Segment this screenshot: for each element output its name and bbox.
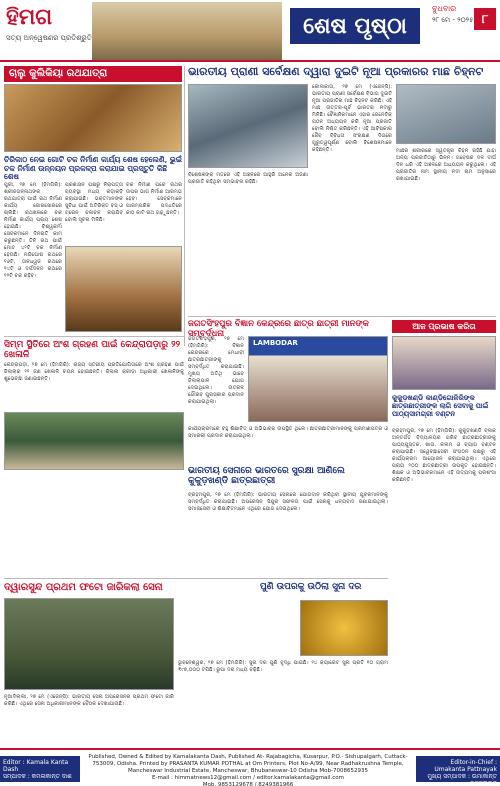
kendrapada-headline: ସିମ୍ମ ସ୍ଥିତିରେ ଅଂଶ ଗ୍ରହଣ ପାଇଁ କେନ୍ଦ୍ରାପଡ଼ାରୁ ୨୨ ଖେଳାଳି [4,340,181,361]
kutch-headline: କୁକୁଡ଼ଖଣ୍ଡି କାଣ୍ଡିଗୋଳିରିଙ୍କ ଛାତ୍ରଛାତ୍ରୀଙ୍କ ଲାଗି ସେବାକୁ ପାଇଁ ପାଠ୍ୟସାମଗ୍ରୀ ବଣ୍ଟନ [392,393,489,419]
imprint-line: Published, Owned & Edited by Kamalakanta Dash, Published At- Rajabagicha, Kusarpur, P.O.- Sishupalgarh, Cuttack-753009, Odisha. Printed by PRASANTA KUMAR POTHAL at Om Printers, Plot No-A/99, Near Radhakrushna Temple, Mancheswar Industrial Estate, Mancheswar, Bhubaneswar-10 Odisha Mob-7008652935 [88,754,408,774]
rathyatra-subheadline: ଚିରିକାଠ ନେଇ ଗୋଟି ଚକ ନିର୍ମାଣ କାର୍ଯ୍ୟ ଶେଷ ହେଲେଣି, ଭୁଇଁ ଚକ ନିର୍ମାଣ ଉନ୍ନୟନ ପ୍ରକଳ୍ପ କରାଯାଇ ପ୍ରସ୍ତୁତି କିଛି ଶେଷ [4,155,182,182]
footer-editor [0,756,80,782]
rathyatra-photo [4,84,182,152]
section-rule [4,578,388,579]
rathyatra-body-1: ପୁରୀ, ୨୭ ମେ (ହିମଗିରି): ଶ୍ରୀଜଗନ୍ନାଥଙ୍କ ରଥଯାତ୍ରା ପାଇଁ ରଥ ନିର୍ମାଣ କାର୍ଯ୍ୟ ଜୋରସୋରରେ ଚାଲିଛି। ରଥଖଳାରେ ଚକ ନିର୍ମାଣ କାର୍ଯ୍ୟ ପ୍ରାୟ ଶେଷ ହୋଇଛି। ବିଶ୍ୱକର୍ମା ସେବକମାନେ ଦିନରାତି କାମ କରୁଛନ୍ତି। ତିନି ରଥ ପାଇଁ ମୋଟ ୪୨ଟି ଚକ ନିର୍ମାଣ ହେଉଛି। ନନ୍ଦିଘୋଷ ରଥରେ ୧୬ଟି, ତାଳଧ୍ୱଜ ରଥରେ ୧୪ଟି ଓ ଦର୍ପଦଳନ ରଥରେ ୧୨ଟି ଚକ ରହିବ। [4,182,62,279]
newspaper-tagline: ସତ୍ୟ ଅନ୍ୱେଷଣର ପ୍ରତିଶ୍ରୁତି [6,34,92,42]
rathyatra-body-3: ଚକ ନିର୍ମାଣ ପରେ ରଥର ଉପର ଭାଗ ନିର୍ମାଣ ଆରମ୍ଭ ହେବ। ସେବକମାନେ ପାରମ୍ପରିକ ପଦ୍ଧତିରେ କାଠ କାଟି ରଥ ଗଢ଼ୁଛନ୍ତି। [126,182,182,216]
gold-photo [300,600,388,656]
poem-photo [392,336,496,390]
chariot-wheel-photo [65,246,182,332]
rathyatra-headline: ଚାଲୁ କୁଲିକିୟା ରଥଯାତ୍ରା [4,66,182,82]
section-rule [4,336,184,337]
imprint-email: E-mail : himmatnews12@gmail.com / editor.kamalakanta@gmail.com [152,775,344,781]
science-headline: ଜଗତସିଂହପୁର ବିଜ୍ଞାନ କେନ୍ଦ୍ରରେ ଛାତ୍ର ଛାତ୍ରୀ ମାନଙ୍କ ସମ୍ବର୍ଦ୍ଧନା [188,319,369,339]
editor-in-chief-label-odia: ମୁଖ୍ୟ ସମ୍ପାଦକ : ଉମାକାନ୍ତ ପଟ୍ଟନାୟକ [427,773,497,786]
issue-day: ବୁଧବାର [432,4,457,13]
editor-in-chief-label: Editor-in-Chief : Umakanta Pattnayak [434,759,497,773]
fish-body-continued: ବିଶେଷଜ୍ଞଙ୍କ ମତରେ ଏହି ଅଞ୍ଚଳରେ ଆହୁରି ଅନେକ ଅଜଣା ପ୍ରଜାତି ରହିଥିବା ସମ୍ଭାବନା ରହିଛି। [188,172,308,185]
editor-label-odia: ସମ୍ପାଦକ : କମଳାକାନ୍ତ ଦାଶ [3,773,72,780]
section-rule [188,316,496,317]
masthead [0,0,500,62]
poem-title: ଆଜ ପ୍ରଭାଷ କରିତା [392,320,496,333]
photo-story-headline: ଦ୍ୱାରସୁନ୍ଦ ପ୍ରଥମ ଫଟୋ ଜାରିକଲା ସେନା [4,582,163,593]
kutch-body: ବ୍ରହ୍ମପୁର, ୨୭ ମେ (ହିମଗିରି): କୁକୁଡ଼ଖଣ୍ଡି ବ୍ଲକ ଅନ୍ତର୍ଗତ ବିଦ୍ୟାଳୟର ଗରିବ ଛାତ୍ରଛାତ୍ରୀଙ୍କୁ ପାଠ୍ୟପୁସ୍ତକ, ଖାତା, କଲମ ଓ ବ୍ୟାଗ ବଣ୍ଟନ କରାଯାଇଛି। ସ୍ୱେଚ୍ଛାସେବୀ ସଂଗଠନ ପକ୍ଷରୁ ଏହି କାର୍ଯ୍ୟକ୍ରମ ଆୟୋଜନ କରାଯାଇଥିଲା। ଏଥିରେ ପ୍ରାୟ ୨୦୦ ଛାତ୍ରଛାତ୍ରୀ ଉପକୃତ ହୋଇଛନ୍ତି। ଶିକ୍ଷକ ଓ ଅଭିଭାବକମାନେ ଏହି ଉଦ୍ୟମକୁ ପ୍ରଶଂସା କରିଛନ୍ତି। [392,428,496,483]
photo-story-body: ନୂଆଦିଲ୍ଲୀ, ୨୭ ମେ (ଏଜେନ୍ସି): ଭାରତୀୟ ସେନା ଅପରେସନର ପ୍ରଥମ ଫଟୋ ଜାରି କରିଛି। ଏଥିରେ ସେନା ଅଧିକାରୀମାନଙ୍କ ବୈଠକ ଦେଖାଯାଉଛି। [4,694,174,707]
editor-label: Editor : Kamala Kanta Dash [3,759,69,773]
imprint-phone: Mob. 9853129678 / 8249381966 [202,782,294,786]
gold-body: ଭୁବନେଶ୍ୱର, ୨୭ ମେ (ହିମଗିରି): ସୁନା ଦର ପୁଣି ବୃଦ୍ଧି ପାଇଛି। ୨୪ କ୍ୟାରେଟ ସୁନା ପ୍ରତି ୧୦ ଗ୍ରାମ ₹୯୭,୦୦୦ ଟପିଛି। ରୁପା ଦର ମଧ୍ୟ ବଢ଼ିଛି। [178,660,388,673]
army-headline: ଭାରତୀୟ ସେନାରେ ଭାରତରେ ସୁରକ୍ଷା ଆଣିଲେ କୁକୁଡ଼ଖଣ୍ଡି ଛାତ୍ରଛାତ୍ରୀ [188,466,345,487]
event-banner-text: LAMBODAR [253,339,298,347]
fish-headline: ଭାରତୀୟ ପ୍ରାଣୀ ସର୍ବେକ୍ଷଣ ଦ୍ୱାରା ଦୁଇଟି ନୂଆ ପ୍ରକାରର ମାଛ ଚିହ୍ନଟ [188,65,484,78]
newspaper-logo: ହିମଗ [6,4,53,30]
section-title: ଶେଷ ପୃଷ୍ଠା [290,8,420,44]
fish-continued-body: ମାଛର ଶରୀରରେ ସ୍ୱତନ୍ତ୍ର ଚିହ୍ନ ରହିଛି ଯାହା ଅନ୍ୟ ପ୍ରଜାତିଠାରୁ ଭିନ୍ନ। ଗବେଷକ ଦଳ ଦୀର୍ଘ ଦିନ ଧରି ଏହି ଅଞ୍ଚଳରେ ଅଧ୍ୟୟନ କରୁଥିଲେ। ଏହି ପ୍ରଜାତିର ନାମ ସ୍ଥାନୀୟ ନଦୀ ନାମ ଅନୁସାରେ ରଖାଯାଇଛି। [396,148,496,182]
army-meeting-photo [4,598,174,690]
footer-editor-in-chief [416,756,500,786]
fish-body: କୋଲକାତା, ୨୭ ମେ (ଏଜେନ୍ସି): ଭାରତୀୟ ପ୍ରାଣୀ ସର୍ବେକ୍ଷଣ ବିଭାଗ ଦୁଇଟି ନୂଆ ପ୍ରଜାତିର ମାଛ ଚିହ୍ନଟ କରିଛି। ଏହି ମାଛ ଉତ୍ତର-ପୂର୍ବ ଭାରତର ନଦୀରୁ ମିଳିଛି। ବୈଜ୍ଞାନିକମାନେ ଏହାର ଜେନେଟିକ୍ ଗଠନ ଅଧ୍ୟୟନ କରି ନୂଆ ପ୍ରଜାତି ବୋଲି ନିଶ୍ଚିତ କରିଛନ୍ତି। ଏହି ଆବିଷ୍କାର ଜୈବ ବିବିଧତା ସଂରକ୍ଷଣ ଦିଗରେ ଗୁରୁତ୍ୱପୂର୍ଣ୍ଣ ବୋଲି ବିଶେଷଜ୍ଞମାନେ କହିଛନ୍ତି। [312,84,392,153]
science-body-2: କାର୍ଯ୍ୟକ୍ରମରେ ବହୁ ଶିକ୍ଷାବିତ୍ ଓ ଅଭିଭାବକ ଉପସ୍ଥିତ ଥିଲେ। ଛାତ୍ରଛାତ୍ରୀମାନଙ୍କୁ ପ୍ରମାଣପତ୍ର ଓ ସ୍ମାରକୀ ପ୍ରଦାନ କରାଯାଇଥିଲା। [188,426,388,439]
rathyatra-body-2: ପ୍ରଶାସନ ପକ୍ଷରୁ ନିରାପତ୍ତା ବ୍ୟବସ୍ଥା ମଧ୍ୟ କଡ଼ାକଡ଼ି କରାଯାଇଛି। ଭକ୍ତମାନଙ୍କ ସୁବିଧା ପାଇଁ ଅତିରିକ୍ତ ବସ୍ ଓ ଟ୍ରେନ୍ ଚଳାଚଳ କରାଯିବ ବୋଲି ସୂଚନା ମିଳିଛି। [65,182,123,223]
kendrapada-body: କେନ୍ଦ୍ରାପଡ଼ା, ୨୭ ମେ (ହିମଗିରି): ରାଜ୍ୟ ସ୍ତରୀୟ ପ୍ରତିଯୋଗିତାରେ ଅଂଶ ଗ୍ରହଣ ପାଇଁ ଜିଲ୍ଲାର ୨୨ ଜଣ ଖେଳାଳି ଚୟନ ହୋଇଛନ୍ତି। ଜିଲ୍ଲା କ୍ରୀଡ଼ା ଅଧିକାରୀ ଖେଳାଳିଙ୍କୁ ଶୁଭେଚ୍ଛା ଜଣାଇଛନ୍ତି। [4,362,184,382]
masthead-photo [92,2,282,60]
column-rule [184,66,185,346]
fish-photo [188,84,308,168]
issue-date: ୨୮ ମେ - ୨୦୨୫ [432,16,474,24]
army-body: ବ୍ରହ୍ମପୁର, ୨୭ ମେ (ହିମଗିରି): ଭାରତୀୟ ସେନାରେ ଯୋଗଦାନ କରିଥିବା ସ୍ଥାନୀୟ ଯୁବକମାନଙ୍କୁ ସମ୍ବର୍ଦ୍ଧିତ କରାଯାଇଛି। ଅପରେସନ୍ ସିନ୍ଦୁର ସଫଳତା ପାଇଁ ସେନାକୁ ଧନ୍ୟବାଦ ଜଣାଯାଇଥିଲା। ସମାଜସେବୀ ଓ ଶିକ୍ଷାବିତ୍ମାନେ ଏଥିରେ ଯୋଗ ଦେଇଥିଲେ। [188,492,388,512]
players-photo [4,412,184,470]
page-number: ୮ [474,8,496,30]
page-footer [0,748,500,786]
gold-headline: ପୁଣି ଉପରକୁ ଉଠିଲା ସୁନା ଦର [260,582,362,592]
fish-photo-2 [396,84,496,144]
science-body: ଜଗତସିଂହପୁର, ୨୭ ମେ (ହିମଗିରି): ବିଜ୍ଞାନ କେନ୍ଦ୍ରରେ ମେଧାବୀ ଛାତ୍ରଛାତ୍ରୀଙ୍କୁ ସମ୍ବର୍ଦ୍ଧିତ କରାଯାଇଛି। ମୁଖ୍ୟ ଅତିଥି ଭାବେ ଜିଲ୍ଲାପାଳ ଯୋଗ ଦେଇଥିଲେ। ଉତ୍କଳ ଗୌରବ ପୁରସ୍କାର ପ୍ରଦାନ କରାଯାଇଥିଲା। [188,336,244,405]
science-event-photo [248,336,388,422]
footer-imprint [86,754,410,786]
